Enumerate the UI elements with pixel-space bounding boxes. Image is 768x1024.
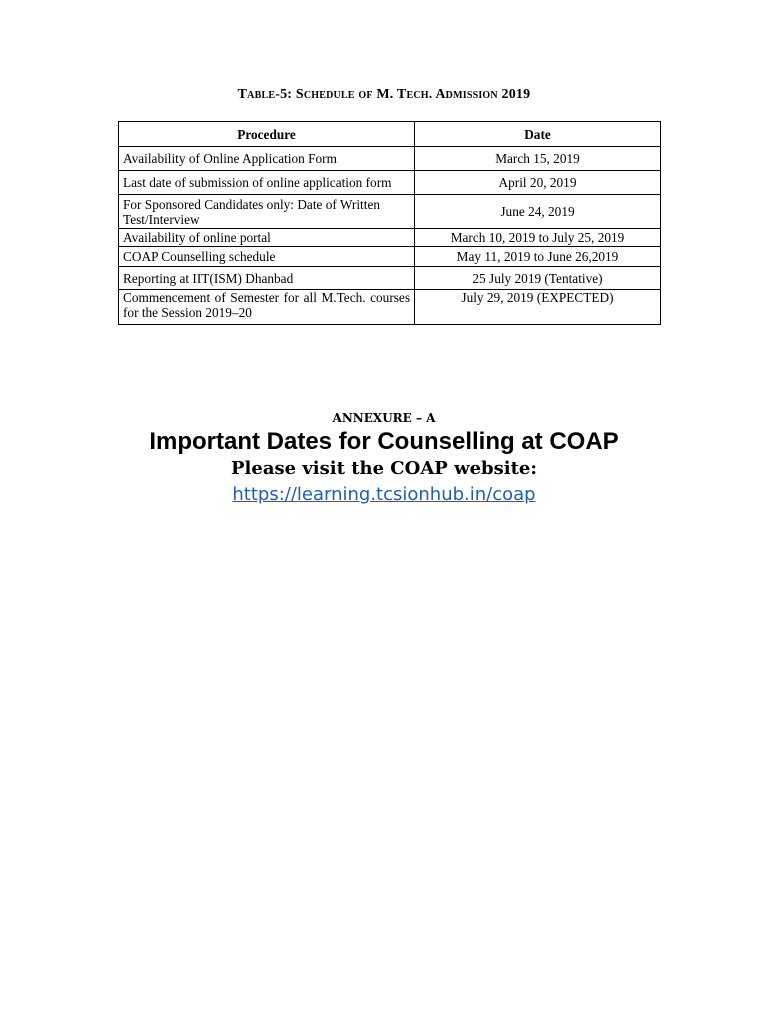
- procedure-cell: Reporting at IIT(ISM) Dhanbad: [119, 267, 415, 290]
- table-row: [119, 147, 661, 171]
- procedure-cell: Availability of online portal: [119, 229, 415, 247]
- date-cell: June 24, 2019: [415, 195, 661, 229]
- table-row: [119, 247, 661, 267]
- annexure-heading: Important Dates for Counselling at COAP: [149, 428, 619, 455]
- date-cell: April 20, 2019: [415, 171, 661, 195]
- table-row: [119, 267, 661, 290]
- annexure-label: ANNEXURE – A: [332, 411, 436, 425]
- coap-website-link[interactable]: https://learning.tcsionhub.in/coap: [232, 484, 536, 505]
- date-cell: March 15, 2019: [415, 147, 661, 171]
- table-caption: Table-5: Schedule of M. Tech. Admission 2019: [237, 87, 531, 102]
- procedure-header: Procedure: [119, 122, 415, 147]
- table-row: [119, 229, 661, 247]
- annexure-subheading: Please visit the COAP website:: [231, 458, 537, 479]
- date-cell: March 10, 2019 to July 25, 2019: [415, 229, 661, 247]
- procedure-cell: For Sponsored Candidates only: Date of Written Test/Interview: [119, 195, 415, 229]
- table-row: [119, 171, 661, 195]
- date-cell: 25 July 2019 (Tentative): [415, 267, 661, 290]
- procedure-cell: COAP Counselling schedule: [119, 247, 415, 267]
- procedure-cell: Commencement of Semester for all M.Tech. courses for the Session 2019–20: [119, 290, 415, 325]
- table-row: [119, 195, 661, 229]
- date-header: Date: [415, 122, 661, 147]
- table-row: [119, 290, 661, 325]
- admission-schedule-table: [118, 121, 661, 325]
- date-cell: July 29, 2019 (EXPECTED): [415, 290, 661, 325]
- date-cell: May 11, 2019 to June 26,2019: [415, 247, 661, 267]
- procedure-cell: Last date of submission of online application form: [119, 171, 415, 195]
- procedure-cell: Availability of Online Application Form: [119, 147, 415, 171]
- coap-link-container: [0, 484, 768, 505]
- table-header-row: [119, 122, 661, 147]
